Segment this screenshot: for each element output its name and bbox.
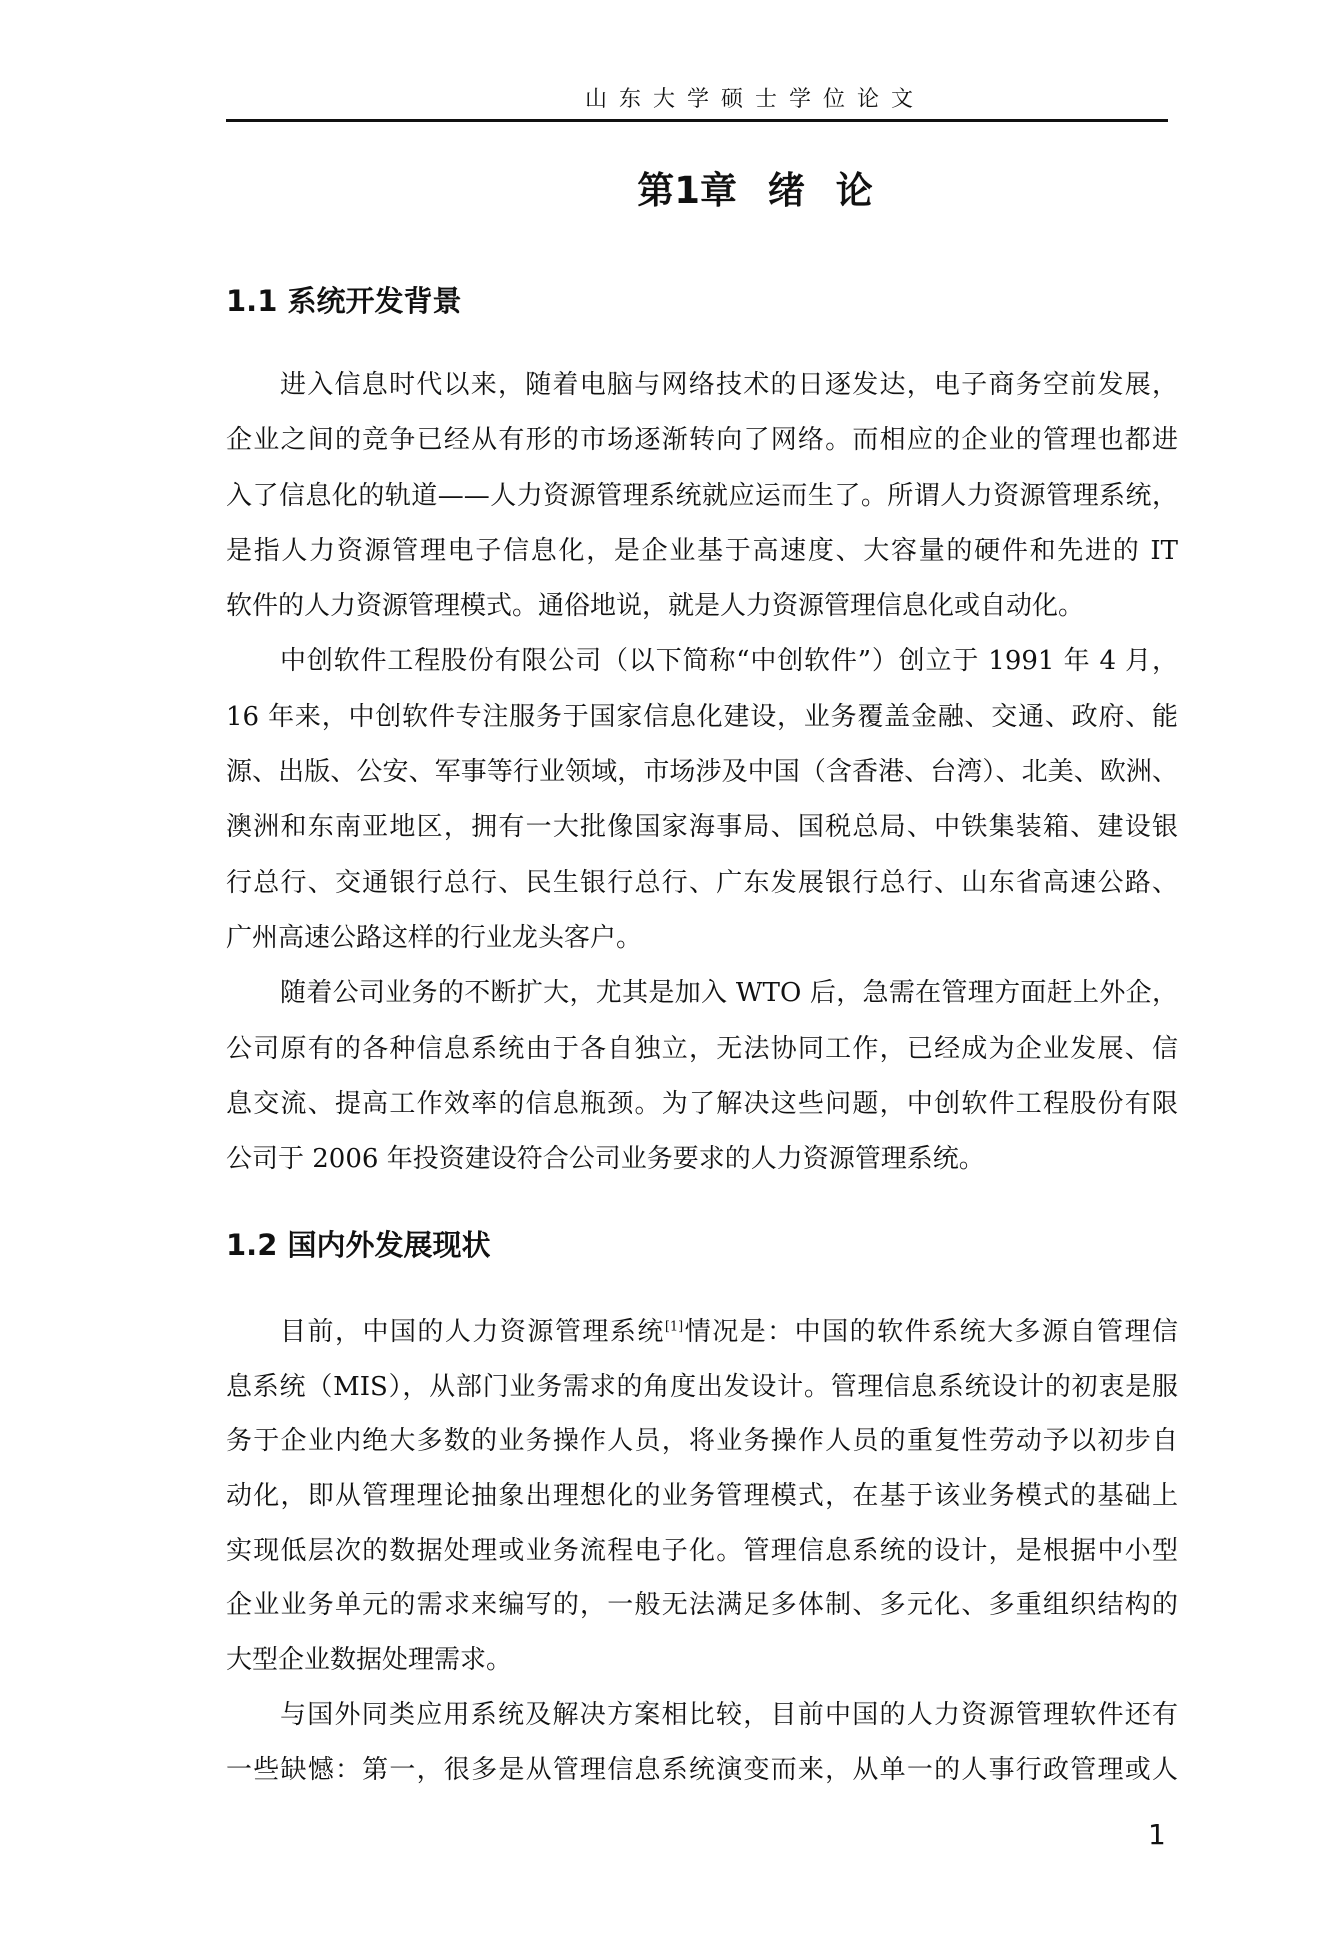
text-line: 与国外同类应用系统及解决方案相比较，目前中国的人力资源管理软件还有: [280, 1699, 1178, 1730]
text-line: 随着公司业务的不断扩大，尤其是加入 WTO 后，急需在管理方面赶上外企，: [280, 978, 1178, 1009]
section-heading: 1.1 系统开发背景: [226, 284, 462, 318]
text-line: 息交流、提高工作效率的信息瓶颈。为了解决这些问题，中创软件工程股份有限: [226, 1088, 1178, 1119]
section-heading: 1.2 国内外发展现状: [226, 1228, 491, 1262]
text-line: 澳洲和东南亚地区，拥有一大批像国家海事局、国税总局、中铁集装箱、建设银: [226, 812, 1178, 843]
text-line: 源、出版、公安、军事等行业领域，市场涉及中国（含香港、台湾）、北美、欧洲、: [226, 757, 1178, 788]
text-line: 进入信息时代以来，随着电脑与网络技术的日逐发达，电子商务空前发展，: [280, 370, 1178, 400]
section-body: [226, 358, 1178, 1187]
text-line: 是指人力资源管理电子信息化，是企业基于高速度、大容量的硬件和先进的 IT: [226, 535, 1178, 566]
running-header: 山东大学硕士学位论文: [584, 87, 925, 112]
text-line: [226, 1305, 1178, 1360]
text-line: 一些缺憾：第一，很多是从管理信息系统演变而来，从单一的人事行政管理或人: [226, 1754, 1178, 1785]
text-line: 公司于 2006 年投资建设符合公司业务要求的人力资源管理系统。: [226, 1144, 985, 1175]
text-line: 入了信息化的轨道——人力资源管理系统就应运而生了。所谓人力资源管理系统，: [226, 480, 1178, 511]
text-line: 息系统（MIS），从部门业务需求的角度出发设计。管理信息系统设计的初衷是服: [226, 1371, 1178, 1402]
text-line: 大型企业数据处理需求。: [226, 1645, 513, 1676]
section-body: [226, 1305, 1178, 1797]
text-line: 软件的人力资源管理模式。通俗地说，就是人力资源管理信息化或自动化。: [226, 591, 1085, 622]
text-line: 广州高速公路这样的行业龙头客户。: [226, 922, 643, 953]
text-line: 公司原有的各种信息系统由于各自独立，无法协同工作，已经成为企业发展、信: [226, 1033, 1178, 1064]
text-line: 16 年来，中创软件专注服务于国家信息化建设，业务覆盖金融、交通、政府、能: [226, 701, 1178, 732]
text-line: 企业之间的竞争已经从有形的市场逐渐转向了网络。而相应的企业的管理也都进: [226, 425, 1178, 456]
text-line: 动化，即从管理理论抽象出理想化的业务管理模式，在基于该业务模式的基础上: [226, 1481, 1178, 1512]
text-line: 务于企业内绝大多数的业务操作人员，将业务操作人员的重复性劳动予以初步自: [226, 1426, 1178, 1457]
page-number: 1: [1148, 1818, 1166, 1851]
text-span: 目前，中国的人力资源管理系统: [280, 1317, 665, 1347]
text-span: 情况是：中国的软件系统大多源自管理信: [683, 1317, 1178, 1347]
chapter-title: 第1章 绪 论: [637, 169, 873, 212]
text-line: 企业业务单元的需求来编写的，一般无法满足多体制、多元化、多重组织结构的: [226, 1590, 1178, 1621]
citation: [1]: [664, 1319, 684, 1335]
text-line: 中创软件工程股份有限公司（以下简称“中创软件”）创立于 1991 年 4 月，: [280, 646, 1178, 677]
text-line: 实现低层次的数据处理或业务流程电子化。管理信息系统的设计，是根据中小型: [226, 1535, 1178, 1566]
header-rule: [226, 119, 1168, 122]
text-line: 行总行、交通银行总行、民生银行总行、广东发展银行总行、山东省高速公路、: [226, 867, 1178, 898]
